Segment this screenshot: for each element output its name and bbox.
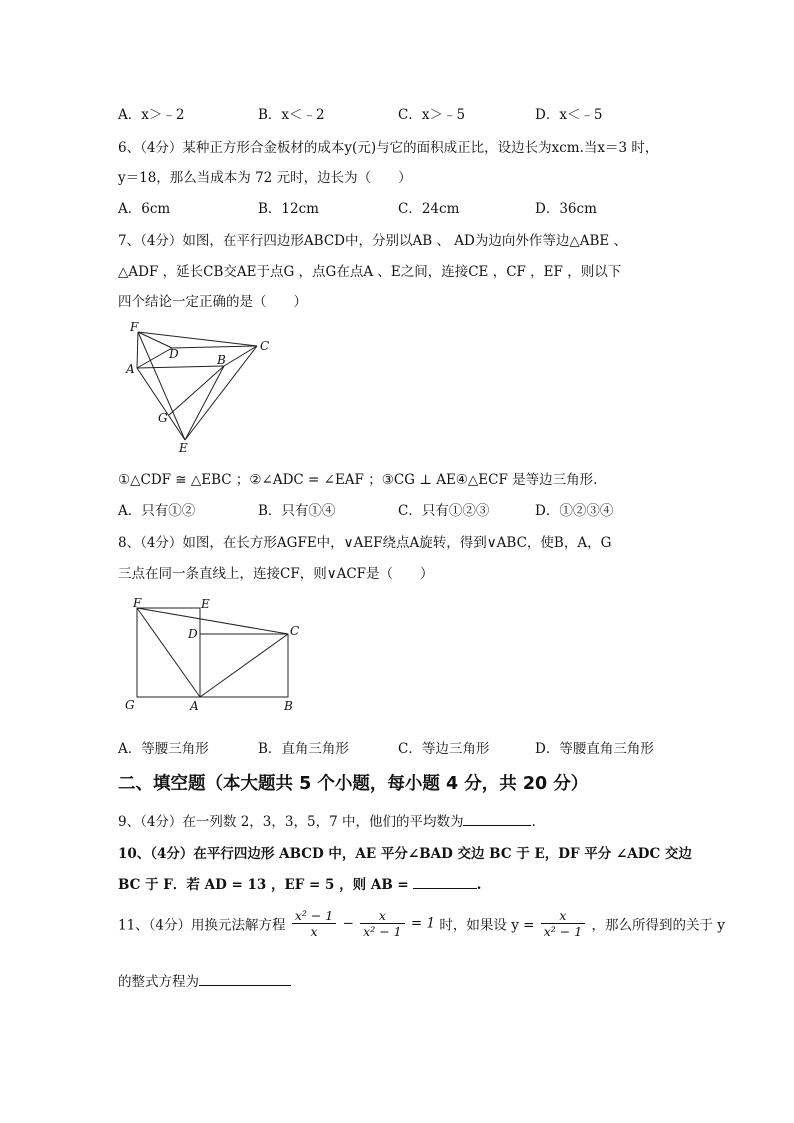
- q7-label-G: G: [158, 411, 168, 425]
- q11-mid: 时，如果设 y =: [439, 917, 535, 934]
- q9-end: .: [531, 814, 536, 830]
- q8-figure: [120, 594, 310, 718]
- q7-seg-FA: [137, 332, 138, 368]
- q7-line-3: 四个结论一定正确的是（ ）: [118, 294, 307, 310]
- q11-fraction-3: [541, 908, 585, 939]
- q10-line-2-text: BC 于 F．若 AD = 13 ，EF = 5 ，则 AB =: [118, 877, 409, 893]
- q8-seg-FA: [137, 608, 200, 697]
- q11-prefix: 11、（4分）用换元法解方程: [118, 917, 286, 934]
- q8-option-c[interactable]: C．等边三角形: [398, 741, 490, 757]
- q8-option-b[interactable]: B．直角三角形: [258, 741, 349, 757]
- q7-seg-AD: [137, 348, 172, 368]
- q9-line: [118, 810, 536, 830]
- q5-option-c[interactable]: C．x＞﹣5: [398, 107, 466, 123]
- section-2-title: 二、填空题（本大题共 5 个小题，每小题 4 分，共 20 分）: [118, 774, 589, 794]
- q7-seg-BE: [185, 366, 224, 440]
- q7-line-2: △ADF ，延长CB交AE于点G ，点G在点A 、E之间，连接CE ，CF ，EF ，则以下: [118, 264, 622, 280]
- q11-frac1-num: x² − 1: [292, 908, 336, 924]
- q6-option-a[interactable]: A．6cm: [118, 201, 171, 217]
- q8-label-F: F: [133, 596, 142, 610]
- q7-label-C: C: [260, 339, 270, 353]
- q8-line-1: 8、（4分）如图，在长方形AGFE中，∨AEF绕点A旋转，得到∨ABC，使B，A，G: [118, 535, 612, 551]
- q7-label-B: B: [217, 353, 226, 367]
- q7-seg-AE: [137, 368, 185, 440]
- q7-figure: [120, 318, 280, 458]
- q11-fraction-2: [360, 908, 404, 939]
- q11-frac3-den: x² − 1: [543, 924, 583, 939]
- q6-line-1: 6、（4分）某种正方形合金板材的成本y(元)与它的面积成正比，设边长为xcm.当x＝3 时，: [118, 140, 659, 156]
- q6-line-2: y＝18，那么当成本为 72 元时，边长为（ ）: [118, 170, 412, 186]
- q11-equals: = 1: [410, 915, 436, 932]
- q7-seg-BG: [169, 366, 224, 415]
- q11-frac2-num: x: [360, 908, 404, 924]
- q7-label-A: A: [126, 362, 135, 376]
- q7-seg-FC: [138, 332, 257, 346]
- q11-answer-blank[interactable]: [199, 973, 291, 986]
- q8-label-A: A: [190, 699, 199, 713]
- q10-line-2: [118, 873, 481, 893]
- q11-suffix: ，那么所得到的关于 y: [591, 917, 725, 934]
- q5-option-b[interactable]: B．x＜﹣2: [258, 107, 325, 123]
- q7-seg-BC: [224, 346, 257, 366]
- q8-label-D: D: [188, 627, 198, 641]
- q11-frac2-den: x² − 1: [363, 924, 402, 939]
- q5-option-a[interactable]: A．x＞﹣2: [118, 107, 185, 123]
- q10-end: .: [476, 877, 482, 893]
- q11-minus: −: [342, 915, 354, 932]
- q8-seg-AC: [200, 634, 288, 697]
- q6-option-d[interactable]: D．36cm: [535, 201, 597, 217]
- q11-frac1-den: x: [310, 924, 318, 939]
- q7-option-a[interactable]: A．只有①②: [118, 503, 196, 519]
- q11-fraction-1: [292, 908, 336, 939]
- q8-label-C: C: [290, 624, 300, 638]
- q9-text: 9、（4分）在一列数 2，3，3，5，7 中，他们的平均数为: [118, 814, 464, 830]
- q6-option-c[interactable]: C．24cm: [398, 201, 460, 217]
- q9-answer-blank[interactable]: [463, 813, 531, 826]
- q7-statements: ①△CDF ≅ △EBC ；②∠ADC = ∠EAF ；③CG ⊥ AE④△ECF 是等边三角形.: [118, 472, 598, 488]
- q8-option-a[interactable]: A．等腰三角形: [118, 741, 209, 757]
- q10-answer-blank[interactable]: [413, 876, 477, 889]
- q11-frac3-num: x: [541, 908, 585, 924]
- q7-label-F: F: [130, 320, 139, 334]
- q7-label-E: E: [179, 441, 188, 455]
- q11-line-2: [118, 970, 291, 990]
- q7-line-1: 7、（4分）如图，在平行四边形ABCD中，分别以AB 、 AD为边向外作等边△ABE 、: [118, 233, 628, 249]
- q7-option-b[interactable]: B．只有①④: [258, 503, 336, 519]
- q7-label-D: D: [169, 347, 179, 361]
- q11-line-1: [118, 908, 725, 939]
- q7-seg-AB: [137, 366, 224, 368]
- q7-seg-DC: [172, 346, 257, 348]
- q8-label-B: B: [284, 699, 293, 713]
- q11-line-2-text: 的整式方程为: [118, 974, 199, 990]
- q8-line-2: 三点在同一条直线上，连接CF，则∨ACF是（ ）: [118, 566, 434, 582]
- q8-option-d[interactable]: D．等腰直角三角形: [535, 741, 654, 757]
- q7-option-d[interactable]: D．①②③④: [535, 503, 614, 519]
- q8-label-G: G: [125, 698, 135, 712]
- q6-option-b[interactable]: B．12cm: [258, 201, 319, 217]
- q8-label-E: E: [201, 597, 210, 611]
- q8-seg-FC: [137, 608, 288, 634]
- q10-line-1: 10、（4分）在平行四边形 ABCD 中，AE 平分∠BAD 交边 BC 于 E，DF 平分 ∠ADC 交边: [118, 846, 692, 862]
- q7-option-c[interactable]: C．只有①②③: [398, 503, 490, 519]
- q5-option-d[interactable]: D．x＜﹣5: [535, 107, 603, 123]
